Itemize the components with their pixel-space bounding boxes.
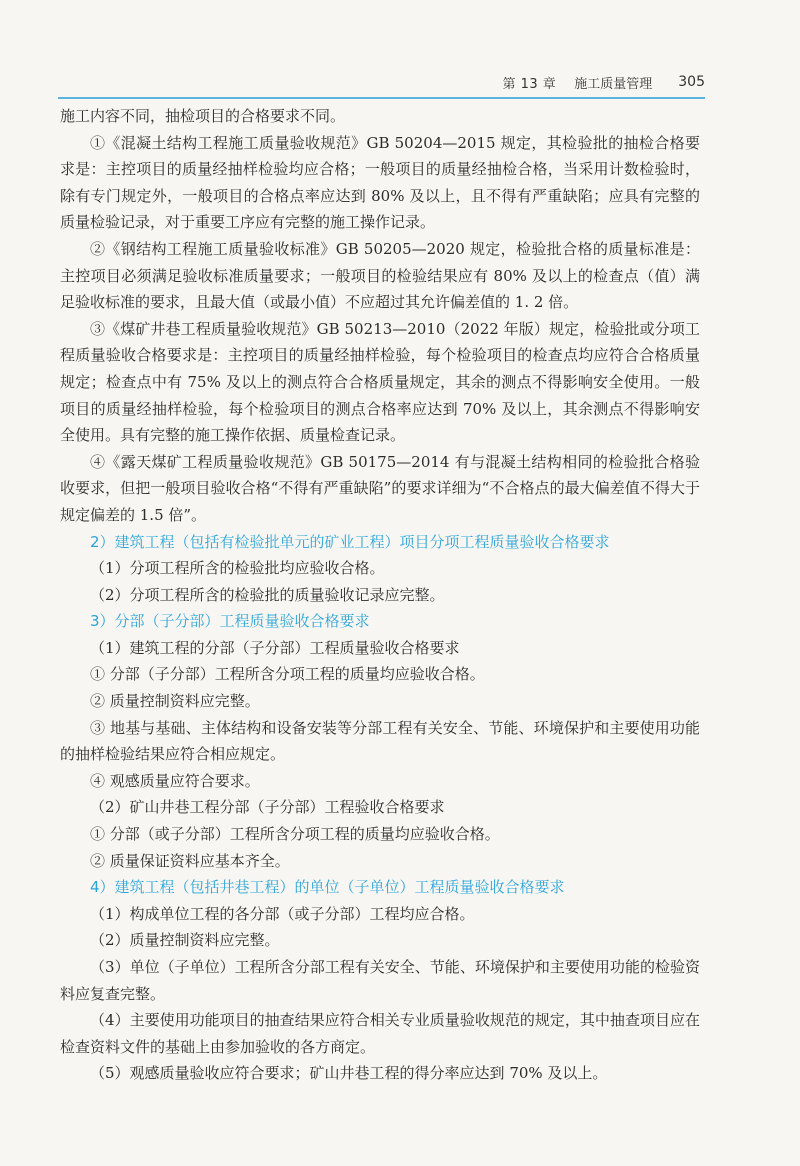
list-item: ② 质量控制资料应完整。 — [90, 692, 260, 711]
list-item: （4）主要使用功能项目的抽查结果应符合相关专业质量验收规范的规定，其中抽查项目应在检查资料文件的基础上由参加验收的各方商定。 — [60, 1011, 700, 1056]
running-header — [70, 68, 705, 96]
list-item: （1）建筑工程的分部（子分部）工程质量验收合格要求 — [90, 638, 460, 657]
list-item: ④ 观感质量应符合要求。 — [90, 771, 260, 790]
list-item: ① 分部（或子分部）工程所含分项工程的质量均应验收合格。 — [90, 825, 500, 844]
list-item: ① 分部（子分部）工程所含分项工程的质量均应验收合格。 — [90, 665, 485, 684]
paragraph-gb50205: ②《钢结构工程施工质量验收标准》GB 50205—2020 规定，检验批合格的质量标准是：主控项目必须满足验收标准质量要求；一般项目的检验结果应有 80% 及以上的检查点（值）满足验收标准的要求，且最大值（或最小值）不应超过其允许偏差值的 1. 2 倍。 — [60, 239, 700, 312]
header-rule — [58, 97, 705, 99]
page-body — [60, 103, 700, 1087]
paragraph-gb50213: ③《煤矿井巷工程质量验收规范》GB 50213—2010（2022 年版）规定，检验批或分项工程质量验收合格要求是：主控项目的质量经抽样检验，每个检验项目的检查点均应符合合格质量规定；检查点中有 75% 及以上的测点符合合格质量规定，其余的测点不得影响安全使用。一般项目的质量经抽样检验，每个检验项目的测点合格率应达到 70% 及以上，其余测点不得影响安全使用。具有完整的施工操作依据、质量检查记录。 — [60, 319, 700, 445]
list-item: （2）质量控制资料应完整。 — [90, 931, 280, 950]
page-number: 305 — [678, 74, 705, 90]
paragraph-gb50175: ④《露天煤矿工程质量验收规范》GB 50175—2014 有与混凝土结构相同的检验批合格验收要求，但把一般项目验收合格“不得有严重缺陷”的要求详细为“不合格点的最大偏差值不得大于规定偏差的 1.5 倍”。 — [60, 452, 700, 524]
list-item: （2）矿山井巷工程分部（子分部）工程验收合格要求 — [90, 798, 445, 817]
chapter-title: 施工质量管理 — [574, 76, 653, 92]
section-heading-2: 2）建筑工程（包括有检验批单元的矿业工程）项目分项工程质量验收合格要求 — [90, 532, 610, 551]
list-item: （2）分项工程所含的检验批的质量验收记录应完整。 — [90, 585, 445, 604]
paragraph-gb50204: ①《混凝土结构工程施工质量验收规范》GB 50204—2015 规定，其检验批的抽检合格要求是：主控项目的质量经抽样检验均应合格；一般项目的质量经抽检合格，当采用计数检验时，除有专门规定外，一般项目的合格点率应达到 80% 及以上，且不得有严重缺陷；应具有完整的质量检验记录，对于重要工序应有完整的施工操作记录。 — [60, 133, 700, 232]
paragraph-intro: 施工内容不同，抽检项目的合格要求不同。 — [60, 107, 346, 125]
list-item: （3）单位（子单位）工程所含分部工程有关安全、节能、环境保护和主要使用功能的检验资料应复查完整。 — [60, 958, 700, 1003]
list-item: （5）观感质量验收应符合要求；矿山井巷工程的得分率应达到 70% 及以上。 — [90, 1064, 608, 1083]
list-item: （1）分项工程所含的检验批均应验收合格。 — [90, 559, 385, 578]
section-heading-4: 4）建筑工程（包括井巷工程）的单位（子单位）工程质量验收合格要求 — [90, 878, 565, 897]
list-item: ② 质量保证资料应基本齐全。 — [90, 851, 290, 870]
section-heading-3: 3）分部（子分部）工程质量验收合格要求 — [90, 612, 370, 631]
list-item: （1）构成单位工程的各分部（或子分部）工程均应合格。 — [90, 904, 475, 923]
chapter-label: 第 13 章 — [502, 76, 557, 92]
list-item: ③ 地基与基础、主体结构和设备安装等分部工程有关安全、节能、环境保护和主要使用功能的抽样检验结果应符合相应规定。 — [60, 718, 700, 764]
